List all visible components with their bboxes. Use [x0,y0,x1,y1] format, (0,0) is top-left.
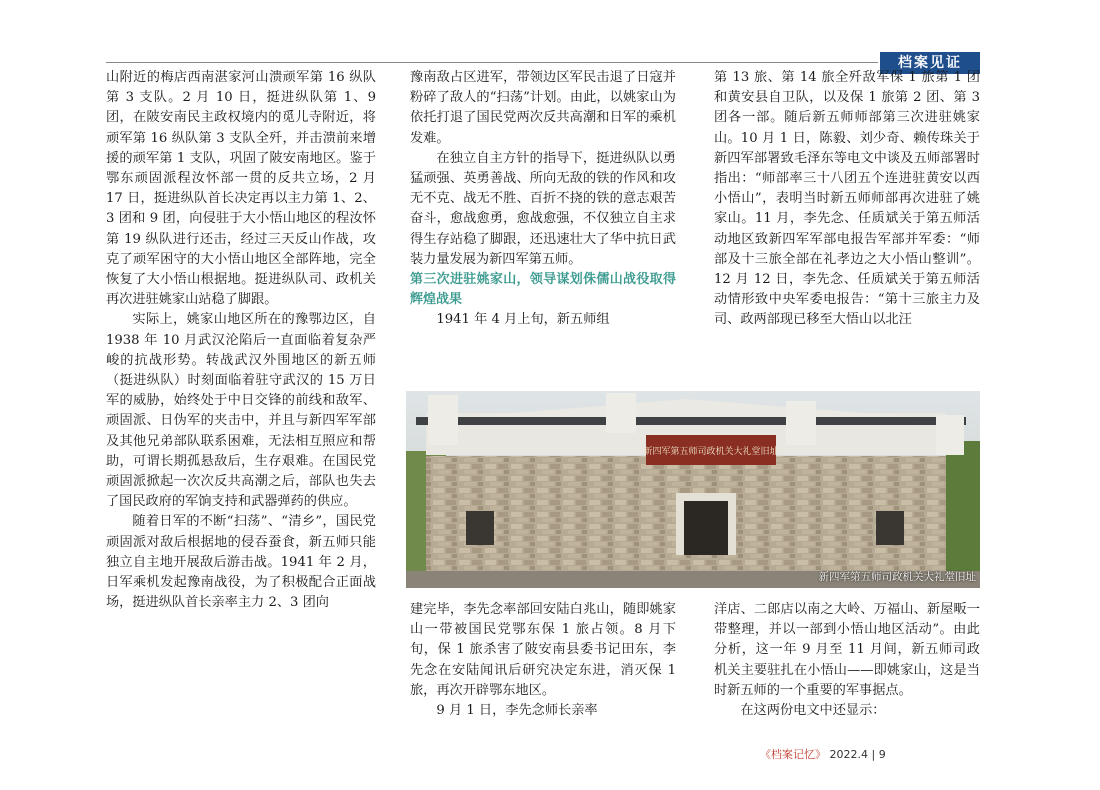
column-2-paragraph: 在独立自主方针的指导下，挺进纵队以勇猛顽强、英勇善战、所向无敌的铁的作风和攻无不克、战无不胜、百折不挠的铁的意志艰苦奋斗，愈战愈勇，愈战愈强，不仅独立自主求得生存站稳了脚跟，还迅速壮大了华中抗日武装力量发展为新四军第五师。 [410,150,676,267]
column-4-paragraph: 9 月 1 日，李先念师长亲率 [436,703,598,719]
issue-number: 2022.4 [829,748,868,761]
footer [760,746,980,762]
column-3-paragraph: 第 13 旅、第 14 旅全歼敌军保 1 旅第 1 团和黄安县自卫队，以及保 1 旅第 2 团、第 3 团各一部。随后新五师师部第三次进驻姚家山。10 月 1 日，陈毅、刘少奇、赖传珠关于新四军部署致毛泽东等电文中谈及五师部署时指出：“师部率三十八团五个连进驻黄安以西小悟山”，表明当时新五师师部再次进驻了姚家山。11 月，李先念、任质斌关于第五师活动地区致新四军军部电报告军部并军委：“师部及十三旅全部在礼孝边之大小悟山整训”。12 月 12 日，李先念、任质斌关于第五师活动情形致中央军委电报告：“第十三旅主力及司、政两部现已移至大悟山以北汪 [714,70,980,328]
svg-text:新四军第五师司政机关大礼堂旧址: 新四军第五师司政机关大礼堂旧址 [643,447,779,457]
column-5-paragraph: 在这两份电文中还显示： [740,703,886,719]
building-photo [406,391,980,588]
photo-caption: 新四军第五师司政机关大礼堂旧址 [818,571,976,583]
column-1 [106,68,376,613]
column-2-paragraph: 豫南敌占区进军，带领边区军民击退了日寇并粉碎了敌人的“扫荡”计划。由此，以姚家山为依托打退了国民党两次反共高潮和日军的乘机发难。 [410,70,676,146]
column-1-paragraph: 山附近的梅店西南湛家河山溃顽军第 16 纵队第 3 支队。2 月 10 日，挺进纵队第 1、9 团，在陂安南民主政权境内的觅儿寺附近，将顽军第 16 纵队第 3 支队全歼，并击溃前来增援的顽军第 1 支队，巩固了陂安南地区。鉴于鄂东顽固派程汝怀部一贯的反共立场，2 月 17 日，挺进纵队首长决定再以主力第 1、2、3 团和 9 团，向侵驻于大小悟山地区的程汝怀第 19 纵队进行还击，经过三天反山作战，攻克了顽军困守的大小悟山地区全部阵地，完全恢复了大小悟山根据地。挺进纵队司、政机关再次进驻姚家山站稳了脚跟。 [106,70,376,308]
column-5 [714,600,980,721]
building-illustration [406,391,980,588]
column-2 [410,68,676,330]
column-1-paragraph: 实际上，姚家山地区所在的豫鄂边区，自 1938 年 10 月武汉沦陷后一直面临着复杂严峻的抗战形势。转战武汉外围地区的新五师（挺进纵队）时刻面临着驻守武汉的 15 万日军的威胁，始终处于中日交锋的前线和敌军、顽固派、日伪军的夹击中，并且与新四军军部及其他兄弟部队联系困难，无法相互照应和帮助，可谓长期孤悬敌后，生存艰难。在国民党顽固派掀起一次次反共高潮之后，部队也失去了国民政府的军饷支持和武器弹药的供应。 [106,312,376,510]
section-tag: 档案见证 [880,52,980,74]
page-number: 9 [878,748,886,761]
column-4-paragraph: 建完毕，李先念率部回安陆白兆山，随即姚家山一带被国民党鄂东保 1 旅占领。8 月下旬，保 1 旅杀害了陂安南县委书记田东，李先念在安陆闻讯后研究决定东进，消灭保 1 旅，再次开辟鄂东地区。 [410,602,676,698]
door [684,501,728,555]
column-5-paragraph: 洋店、二郎店以南之大岭、万福山、新屋畈一带整理，并以一部到小悟山地区活动”。由此分析，这一年 9 月至 11 月间，新五师司政机关主要驻扎在小悟山——即姚家山，这是当时新五师的一个重要的军事据点。 [714,602,980,698]
section-subheading: 第三次进驻姚家山，领导谋划侏儒山战役取得辉煌战果 [410,272,676,308]
column-2-paragraph: 1941 年 4 月上旬，新五师组 [436,312,610,328]
column-1-paragraph: 随着日军的不断“扫荡”、“清乡”，国民党顽固派对敌后根据地的侵吞蚕食，新五师只能独立自主地开展敌后游击战。1941 年 2 月，日军乘机发起豫南战役，为了积极配合正面战场，挺进纵队首长亲率主力 2、3 团向 [106,514,376,611]
column-3 [714,68,980,331]
footer-separator: | [871,748,876,761]
header-rule [106,62,878,63]
magazine-name: 《档案记忆》 [760,748,826,761]
column-4 [410,600,676,721]
